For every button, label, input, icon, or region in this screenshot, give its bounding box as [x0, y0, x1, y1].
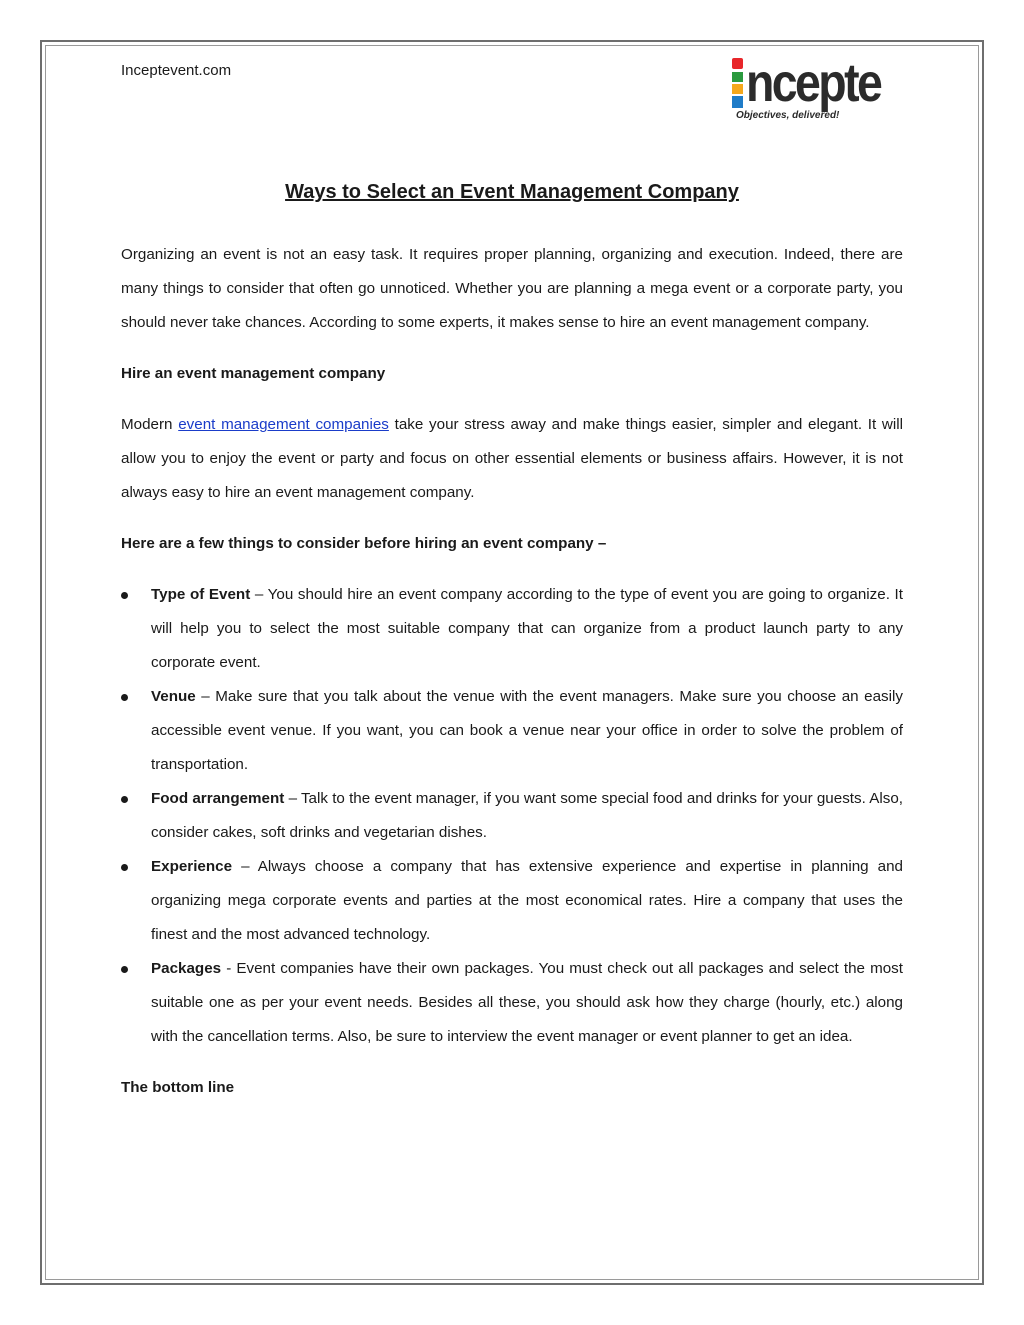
- list-item-text: – Talk to the event manager, if you want some special food and drinks for your guests. Also, consider cakes, soft drinks and vegetarian dishes.: [151, 790, 903, 841]
- section-heading-bottom-line: The bottom line: [121, 1079, 235, 1096]
- logo-word: ncepte: [746, 53, 881, 113]
- list-item: [121, 782, 903, 850]
- list-item-text: – You should hire an event company according to the type of event you are going to organize. It will help you to select the most suitable company that can organize from a product launch party to any corporate event.: [151, 586, 904, 671]
- bullet-icon: [121, 966, 128, 973]
- list-item-term: Food arrangement: [151, 790, 285, 807]
- document-body: [121, 238, 903, 1122]
- list-item: [121, 952, 903, 1054]
- hire-paragraph: [121, 408, 903, 510]
- bullet-icon: [121, 694, 128, 701]
- list-item-term: Experience: [151, 858, 233, 875]
- bullet-icon: [121, 796, 128, 803]
- list-item-text: – Always choose a company that has extensive experience and expertise in planning and organizing mega corporate events and parties at the most economical rates. Hire a company that uses the finest and the most advanced technology.: [151, 858, 903, 943]
- hire-paragraph-post: take your stress away and make things easier, simpler and elegant. It will allow you to enjoy the event or party and focus on other essential elements or business affairs. However, it is not always easy to hire an event management company.: [121, 416, 904, 501]
- logo-i-seg-orange: [732, 84, 743, 94]
- logo-colored-i: [732, 58, 743, 108]
- list-item: [121, 850, 903, 952]
- list-item-text: - Event companies have their own packages. You must check out all packages and select the most suitable one as per your event needs. Besides all these, you should ask how they charge (hourly, etc.) along with the cancellation terms. Also, be sure to interview the event manager or event planner to get an idea.: [151, 960, 903, 1045]
- considerations-list: [121, 578, 903, 1054]
- list-item: [121, 680, 903, 782]
- list-item: [121, 578, 903, 680]
- logo-tagline: Objectives, delivered!: [736, 110, 840, 121]
- list-item-term: Type of Event: [151, 586, 251, 603]
- document-title: Ways to Select an Event Management Company: [285, 181, 739, 203]
- intro-paragraph: Organizing an event is not an easy task. It requires proper planning, organizing and execution. Indeed, there are many things to consider that often go unnoticed. Whether you are planning a mega event or a corporate party, you should never take chances. According to some experts, it makes sense to hire an event management company.: [121, 246, 903, 331]
- section-heading-consider: Here are a few things to consider before hiring an event company –: [121, 535, 607, 552]
- logo-i-dot-red: [732, 58, 743, 69]
- event-management-companies-link[interactable]: event management companies: [178, 416, 389, 433]
- site-url: Inceptevent.com: [121, 62, 232, 79]
- bullet-icon: [121, 592, 128, 599]
- hire-paragraph-pre: Modern: [121, 416, 179, 433]
- list-item-term: Packages: [151, 960, 222, 977]
- incepte-logo: [732, 50, 902, 126]
- section-heading-hire: Hire an event management company: [121, 365, 386, 382]
- list-item-text: – Make sure that you talk about the venue with the event managers. Make sure you choose an easily accessible event venue. If you want, you can book a venue near your office in order to solve the problem of transportation.: [151, 688, 903, 773]
- logo-wordmark: [732, 50, 902, 113]
- logo-i-seg-green: [732, 72, 743, 82]
- list-item-term: Venue: [151, 688, 196, 705]
- bullet-icon: [121, 864, 128, 871]
- logo-i-seg-blue: [732, 96, 743, 108]
